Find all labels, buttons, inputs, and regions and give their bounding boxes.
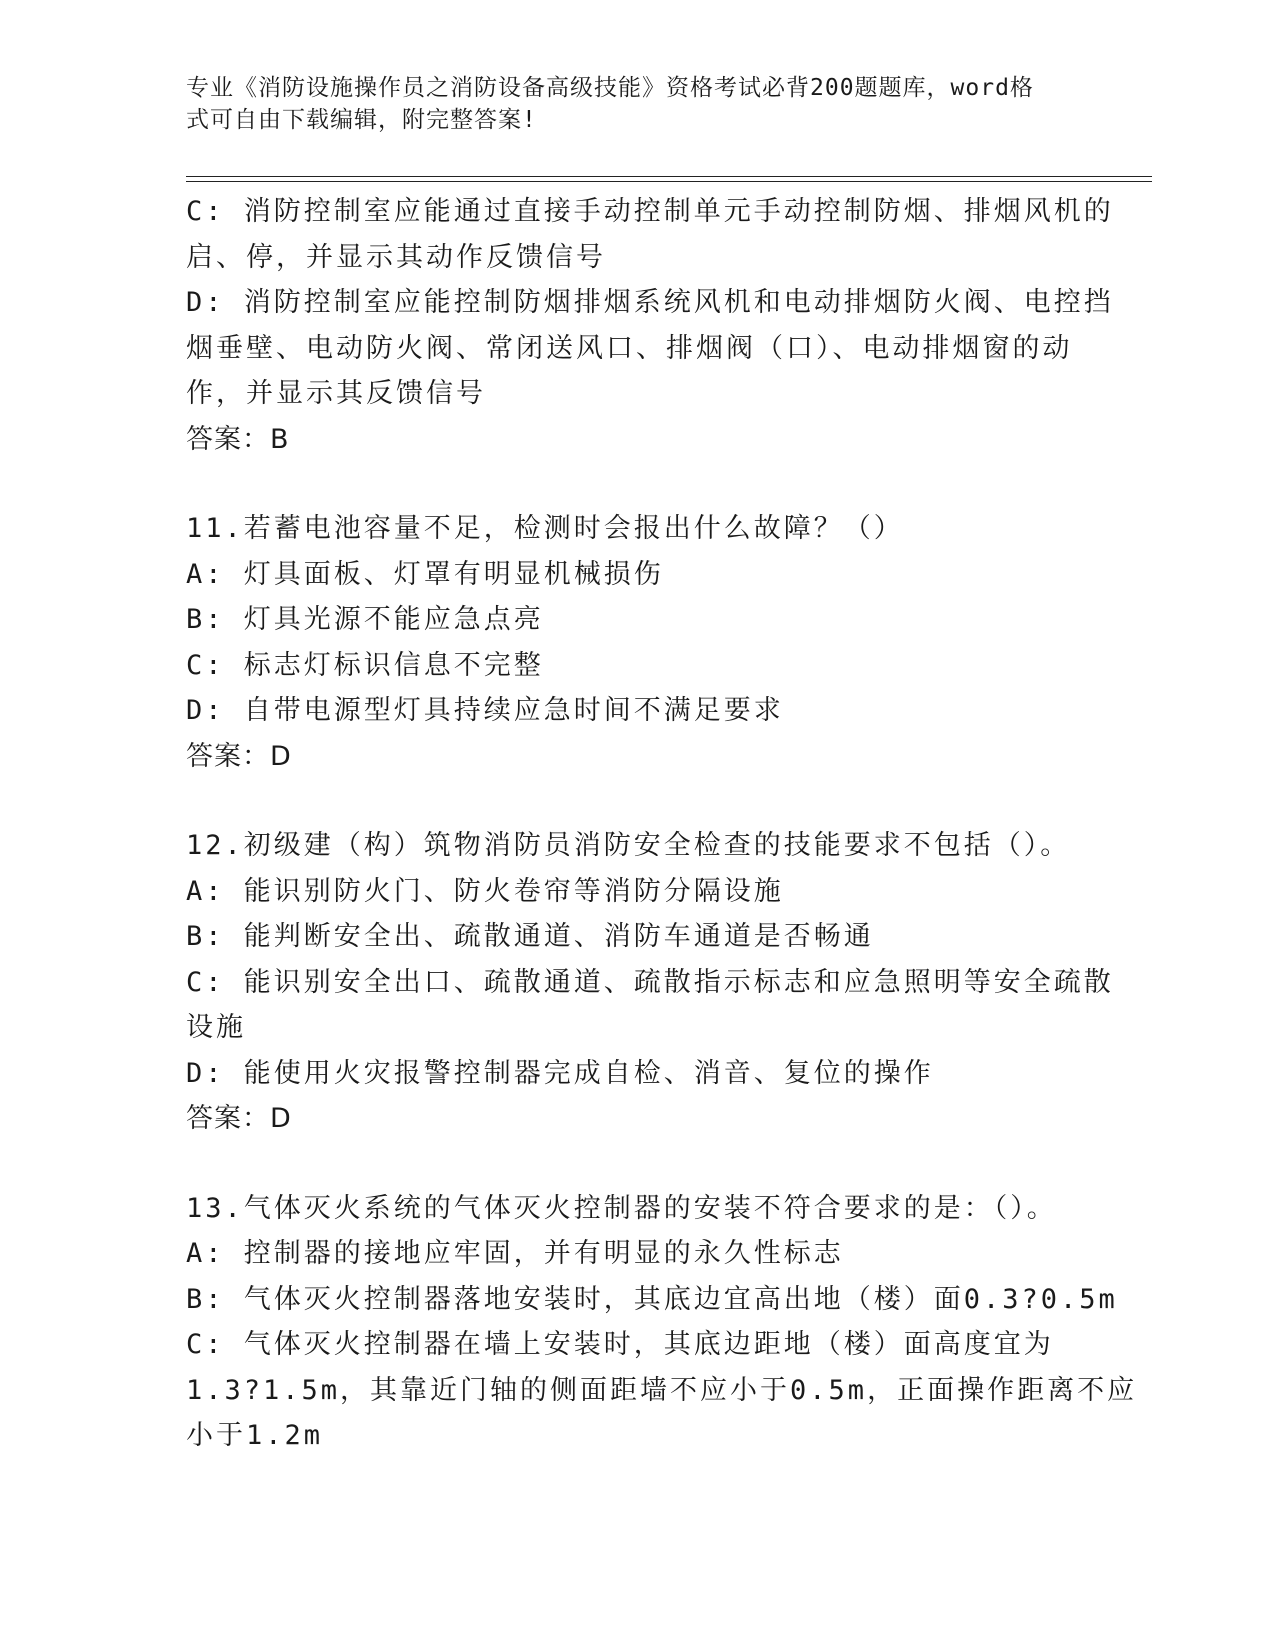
answer-text: 答案：B — [186, 423, 290, 455]
header-line-1: 专业《消防设施操作员之消防设备高级技能》资格考试必背200题题库，word格 — [186, 75, 1034, 101]
question-stem: 11.若蓄电池容量不足，检测时会报出什么故障？（） — [186, 513, 904, 544]
option-d-line-1: D: 消防控制室应能控制防烟排烟系统风机和电动排烟防火阀、电控挡 — [186, 287, 1114, 318]
option-c-line-1: C: 气体灭火控制器在墙上安装时，其底边距地（楼）面高度宜为 — [186, 1329, 1054, 1360]
question-stem: 12.初级建（构）筑物消防员消防安全检查的技能要求不包括（）。 — [186, 830, 1071, 861]
option-d-line-2: 烟垂壁、电动防火阀、常闭送风口、排烟阀（口）、电动排烟窗的动 — [186, 332, 1073, 364]
option-c-line-2: 1.3?1.5m，其靠近门轴的侧面距墙不应小于0.5m，正面操作距离不应 — [186, 1374, 1138, 1406]
option-d: D: 能使用火灾报警控制器完成自检、消音、复位的操作 — [186, 1057, 934, 1089]
option-d-line-3: 作，并显示其反馈信号 — [186, 378, 486, 409]
question-gap — [186, 779, 1086, 823]
question-stem: 13.气体灭火系统的气体灭火控制器的安装不符合要求的是：（）。 — [186, 1192, 1057, 1224]
option-c-line-1: C: 能识别安全出口、疏散通道、疏散指示标志和应急照明等安全疏散 — [186, 966, 1114, 998]
document-header — [186, 72, 1066, 136]
option-a: A: 控制器的接地应牢固，并有明显的永久性标志 — [186, 1238, 844, 1269]
option-a: A: 灯具面板、灯罩有明显机械损伤 — [186, 558, 664, 590]
question-12 — [186, 823, 1114, 1142]
question-10-tail — [186, 189, 1114, 462]
question-gap — [186, 1142, 1086, 1186]
option-c-line-1: C: 消防控制室应能通过直接手动控制单元手动控制防烟、排烟风机的 — [186, 196, 1114, 227]
answer-text: 答案：D — [186, 740, 292, 772]
option-b: B: 气体灭火控制器落地安装时，其底边宜高出地（楼）面0.3?0.5m — [186, 1283, 1118, 1315]
option-c-line-3: 小于1.2m — [186, 1420, 324, 1451]
header-divider-bottom — [186, 181, 1152, 182]
option-a: A: 能识别防火门、防火卷帘等消防分隔设施 — [186, 875, 784, 907]
option-b: B: 能判断安全出、疏散通道、消防车通道是否畅通 — [186, 921, 874, 952]
option-c: C: 标志灯标识信息不完整 — [186, 649, 544, 681]
answer-text: 答案：D — [186, 1103, 292, 1134]
question-gap — [186, 462, 1086, 506]
question-11 — [186, 506, 1086, 779]
header-divider-top — [186, 176, 1152, 177]
question-content — [186, 189, 1138, 1459]
option-b: B: 灯具光源不能应急点亮 — [186, 604, 544, 635]
question-13 — [186, 1186, 1138, 1459]
option-d: D: 自带电源型灯具持续应急时间不满足要求 — [186, 695, 784, 726]
header-line-2: 式可自由下载编辑，附完整答案! — [186, 107, 537, 133]
option-c-line-2: 设施 — [186, 1012, 246, 1043]
option-c-line-2: 启、停，并显示其动作反馈信号 — [186, 241, 606, 273]
